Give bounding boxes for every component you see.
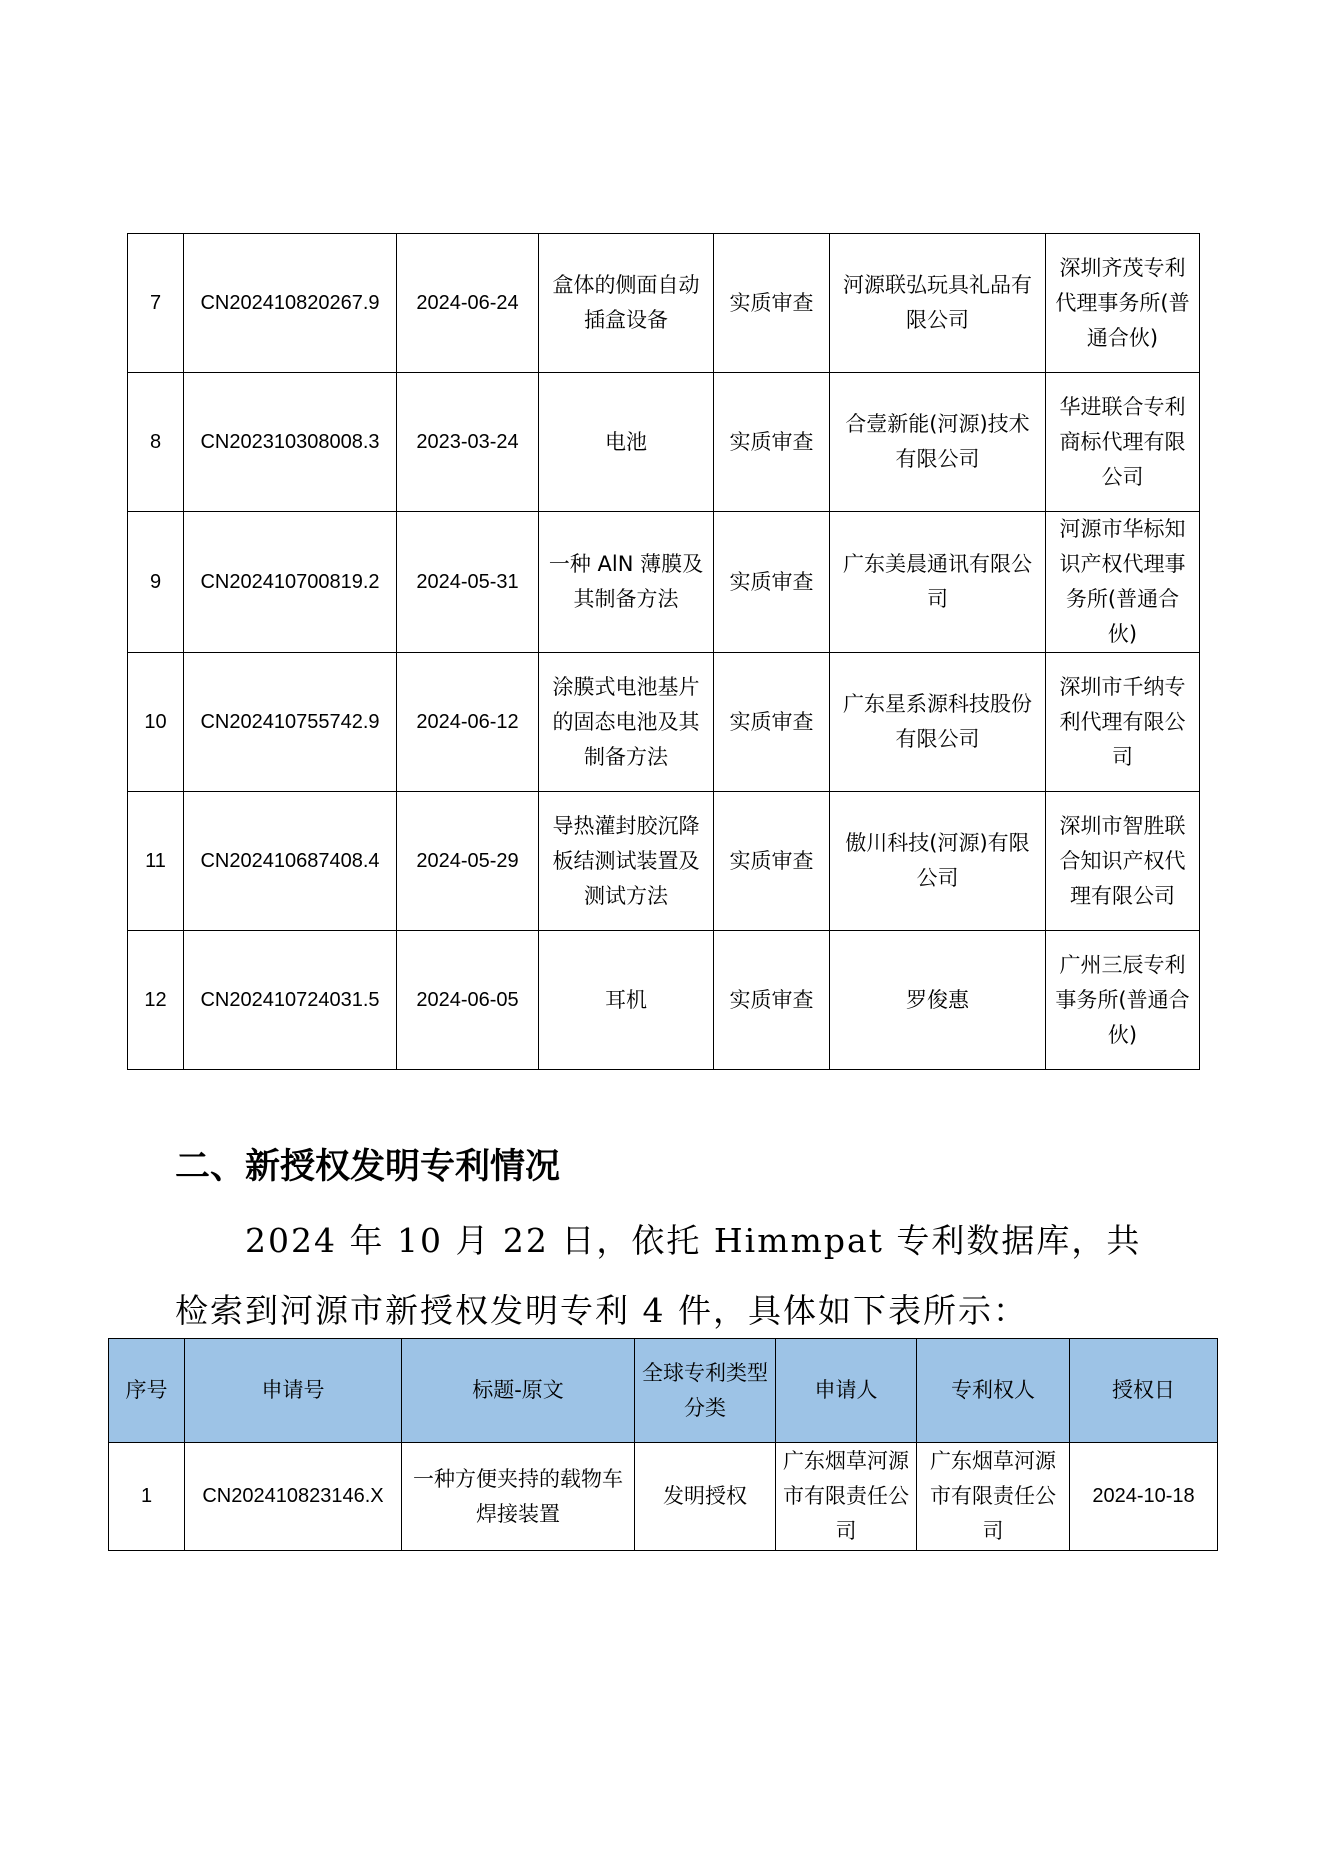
patent-title: 涂膜式电池基片的固态电池及其制备方法 [539, 653, 714, 792]
applicant: 傲川科技(河源)有限公司 [830, 792, 1046, 931]
table-row [109, 1443, 1218, 1551]
patent-agency: 广州三辰专利事务所(普通合伙) [1046, 931, 1200, 1070]
patent-agency: 华进联合专利商标代理有限公司 [1046, 373, 1200, 512]
patent-title: 导热灌封胶沉降板结测试装置及测试方法 [539, 792, 714, 931]
table-row [128, 792, 1200, 931]
application-date: 2023-03-24 [397, 373, 539, 512]
application-number: CN202410724031.5 [184, 931, 397, 1070]
row-number: 1 [109, 1443, 185, 1551]
table-header-row [109, 1339, 1218, 1443]
header-grant-date: 授权日 [1070, 1339, 1218, 1443]
row-number: 7 [128, 234, 184, 373]
legal-status: 实质审查 [714, 234, 830, 373]
header-patentee: 专利权人 [917, 1339, 1070, 1443]
patent-agency: 深圳市智胜联合知识产权代理有限公司 [1046, 792, 1200, 931]
application-date: 2024-06-24 [397, 234, 539, 373]
table-row [128, 931, 1200, 1070]
application-date: 2024-06-12 [397, 653, 539, 792]
grant-date: 2024-10-18 [1070, 1443, 1218, 1551]
application-date: 2024-05-31 [397, 512, 539, 653]
applicant: 广东烟草河源市有限责任公司 [776, 1443, 917, 1551]
patent-title: 电池 [539, 373, 714, 512]
application-number: CN202410823146.X [185, 1443, 402, 1551]
application-number: CN202410755742.9 [184, 653, 397, 792]
application-number: CN202310308008.3 [184, 373, 397, 512]
patent-agency: 深圳齐茂专利代理事务所(普通合伙) [1046, 234, 1200, 373]
application-number: CN202410820267.9 [184, 234, 397, 373]
header-applicant: 申请人 [776, 1339, 917, 1443]
application-date: 2024-06-05 [397, 931, 539, 1070]
header-app-no: 申请号 [185, 1339, 402, 1443]
applicant: 广东星系源科技股份有限公司 [830, 653, 1046, 792]
applicant: 广东美晨通讯有限公司 [830, 512, 1046, 653]
table-row [128, 512, 1200, 653]
application-number: CN202410687408.4 [184, 792, 397, 931]
application-number: CN202410700819.2 [184, 512, 397, 653]
patent-agency: 河源市华标知识产权代理事务所(普通合伙) [1046, 512, 1200, 653]
row-number: 11 [128, 792, 184, 931]
legal-status: 实质审查 [714, 931, 830, 1070]
section-paragraph: 2024 年 10 月 22 日，依托 Himmpat 专利数据库，共检索到河源市新授权发明专利 4 件，具体如下表所示： [175, 1221, 1142, 1330]
header-type: 全球专利类型分类 [635, 1339, 776, 1443]
application-date: 2024-05-29 [397, 792, 539, 931]
patent-title: 耳机 [539, 931, 714, 1070]
table-row [128, 234, 1200, 373]
header-title: 标题-原文 [402, 1339, 635, 1443]
patent-title: 盒体的侧面自动插盒设备 [539, 234, 714, 373]
row-number: 8 [128, 373, 184, 512]
patent-agency: 深圳市千纳专利代理有限公司 [1046, 653, 1200, 792]
applicant: 罗俊惠 [830, 931, 1046, 1070]
table-row [128, 373, 1200, 512]
patent-title: 一种 AlN 薄膜及其制备方法 [539, 512, 714, 653]
header-no: 序号 [109, 1339, 185, 1443]
row-number: 10 [128, 653, 184, 792]
legal-status: 实质审查 [714, 373, 830, 512]
row-number: 9 [128, 512, 184, 653]
legal-status: 实质审查 [714, 653, 830, 792]
legal-status: 实质审查 [714, 512, 830, 653]
pending-patents-table [127, 233, 1200, 1070]
granted-patents-table [108, 1338, 1218, 1551]
applicant: 河源联弘玩具礼品有限公司 [830, 234, 1046, 373]
patentee: 广东烟草河源市有限责任公司 [917, 1443, 1070, 1551]
patent-type: 发明授权 [635, 1443, 776, 1551]
table-row [128, 653, 1200, 792]
row-number: 12 [128, 931, 184, 1070]
section-heading: 二、新授权发明专利情况 [175, 1147, 561, 1187]
legal-status: 实质审查 [714, 792, 830, 931]
patent-title: 一种方便夹持的载物车焊接装置 [402, 1443, 635, 1551]
applicant: 合壹新能(河源)技术有限公司 [830, 373, 1046, 512]
